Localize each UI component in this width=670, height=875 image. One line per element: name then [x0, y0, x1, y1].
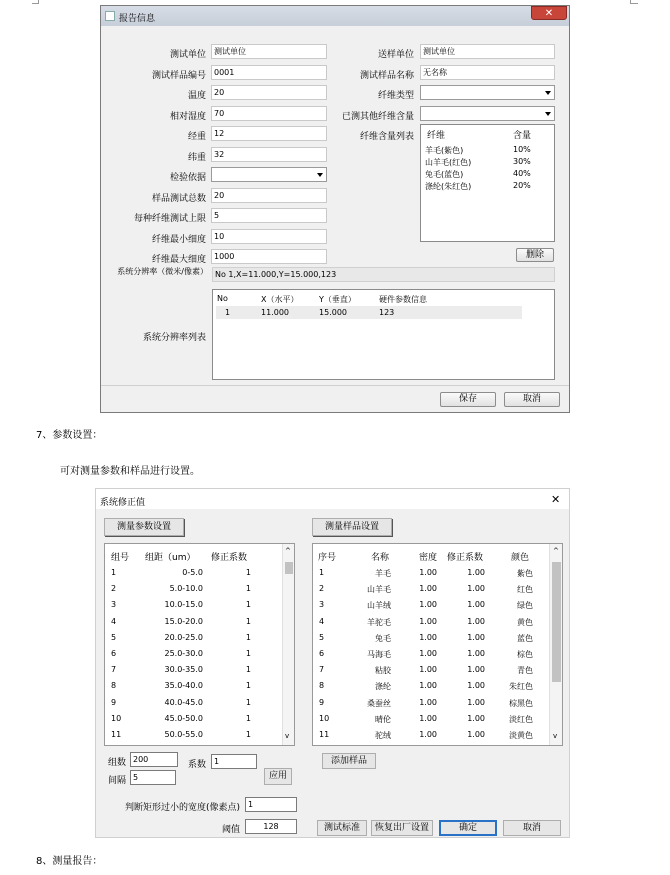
sample-row-color: 绿色: [517, 601, 533, 611]
report-field-input[interactable]: 10: [211, 229, 327, 244]
coef-row-factor: 1: [245, 568, 251, 577]
coef-table-header: 组号: [111, 553, 130, 563]
coef-row-range: 40.0-45.0: [164, 697, 203, 707]
fiber-row-content: 30%: [513, 157, 531, 166]
save-button[interactable]: 保存: [440, 392, 496, 407]
coef-row-range: 50.0-55.0: [164, 730, 203, 739]
fiber-row-name: 羊毛(紫色): [425, 146, 464, 155]
resolution-cell: 123: [379, 308, 395, 317]
coef-table-header: 修正系数: [211, 553, 248, 563]
sample-row-color: 红色: [517, 585, 533, 595]
test-standard-button[interactable]: 测试标准: [317, 820, 367, 836]
resolution-table[interactable]: [212, 289, 555, 380]
coef-row-range: 35.0-40.0: [164, 681, 203, 691]
sample-row-name: 羊毛: [375, 569, 391, 578]
coef-table-header: 组距（um）: [145, 553, 196, 563]
report-field-input[interactable]: 5: [211, 208, 327, 223]
group-count-field[interactable]: 200: [130, 752, 178, 767]
sample-row-density: 1.00: [419, 665, 437, 675]
resolution-cell: 11.000: [261, 308, 289, 317]
chevron-down-icon: [545, 91, 551, 95]
sample-row-density: 1.00: [419, 681, 437, 691]
sample-row-factor: 1.00: [467, 730, 485, 739]
sample-row-factor: 1.00: [467, 584, 485, 594]
sample-row-density: 1.00: [419, 730, 437, 739]
scroll-down-icon[interactable]: v: [285, 732, 290, 740]
dialog-title: 系统修正值: [100, 498, 146, 508]
resolution-label: 系统分辨率（微米/像素）: [117, 267, 208, 276]
fiber-header-content: 含量: [513, 131, 532, 141]
ok-button[interactable]: 确定: [439, 820, 497, 836]
section-7-description: 可对测量参数和样品进行设置。: [60, 466, 200, 477]
delete-button[interactable]: 删除: [516, 248, 554, 262]
right-scroll-thumb[interactable]: [552, 562, 561, 682]
correction-coef-table[interactable]: [104, 543, 295, 746]
sample-row-name: 山羊绒: [367, 601, 391, 611]
sample-row-index: 1: [319, 568, 325, 577]
report-field-label: 测试单位: [169, 50, 206, 60]
report-field-label: 温度: [187, 91, 206, 101]
sample-row-index: 10: [319, 713, 330, 723]
sample-table[interactable]: [312, 543, 563, 746]
coef-row-group: 1: [111, 568, 117, 577]
report-bottom-divider: [101, 385, 569, 386]
page-top-corner-mark-left: [32, 0, 39, 4]
coef-row-factor: 1: [245, 665, 251, 675]
coef-row-group: 7: [111, 665, 117, 675]
coef-row-range: 10.0-15.0: [164, 600, 203, 610]
report-field-label: 纤维类型: [377, 91, 414, 101]
resolution-header: No: [217, 294, 228, 303]
threshold-label: 阈值: [221, 825, 240, 835]
sample-row-color: 淡红色: [509, 714, 533, 724]
sample-row-density: 1.00: [419, 584, 437, 594]
window-app-icon: [105, 11, 115, 21]
report-field-input[interactable]: 20: [211, 188, 327, 203]
dialog-close-icon[interactable]: ✕: [551, 493, 561, 506]
sample-row-factor: 1.00: [467, 568, 485, 577]
coef-row-group: 3: [111, 600, 117, 610]
sample-row-index: 9: [319, 697, 325, 707]
report-field-label: 纤维最大细度: [151, 255, 206, 265]
resolution-header: 硬件参数信息: [379, 295, 427, 304]
sample-row-density: 1.00: [419, 600, 437, 610]
sample-row-color: 紫色: [517, 569, 533, 578]
sample-row-density: 1.00: [419, 632, 437, 642]
fiber-row-content: 20%: [513, 181, 531, 190]
coef-row-group: 10: [111, 713, 122, 723]
coef-row-group: 8: [111, 681, 117, 691]
rect-width-field[interactable]: 1: [245, 797, 297, 812]
sample-row-factor: 1.00: [467, 713, 485, 723]
report-field-input[interactable]: 测试单位: [420, 44, 555, 59]
report-field-input[interactable]: 0001: [211, 65, 327, 80]
report-field-label: 纤维最小细度: [151, 235, 206, 245]
sample-row-index: 11: [319, 730, 330, 739]
sample-row-color: 淡黄色: [509, 731, 533, 740]
coef-row-factor: 1: [245, 681, 251, 691]
sample-row-name: 涤纶: [375, 682, 391, 692]
sample-row-name: 兔毛: [375, 633, 391, 643]
sample-row-factor: 1.00: [467, 681, 485, 691]
fiber-row-content: 40%: [513, 169, 531, 178]
report-field-input[interactable]: 测试单位: [211, 44, 327, 59]
sample-table-header: 名称: [371, 553, 390, 563]
sample-row-color: 朱红色: [509, 682, 533, 692]
sample-row-name: 桑蚕丝: [367, 698, 391, 708]
coef-row-group: 5: [111, 632, 117, 642]
dialog-titlebar: [96, 489, 569, 509]
report-field-input[interactable]: 20: [211, 85, 327, 100]
sample-row-factor: 1.00: [467, 616, 485, 626]
report-field-input[interactable]: 无名称: [420, 65, 555, 80]
sample-row-index: 3: [319, 600, 325, 610]
sample-row-name: 马海毛: [367, 650, 391, 659]
standard-select[interactable]: [211, 167, 327, 182]
measure-params-tab-button[interactable]: 测量参数设置: [104, 518, 184, 536]
coefficient-label: 系数: [188, 760, 207, 770]
coef-row-factor: 1: [245, 713, 251, 723]
chevron-down-icon: [317, 173, 323, 177]
sample-row-color: 黄色: [517, 617, 533, 627]
coef-row-range: 25.0-30.0: [164, 649, 203, 658]
sample-row-density: 1.00: [419, 568, 437, 577]
report-field-label: 检验依据: [169, 173, 206, 183]
fiber-row-name: 山羊毛(红色): [425, 158, 472, 167]
resolution-value: No 1,X=11.000,Y=15.000,123: [212, 267, 555, 282]
sample-row-density: 1.00: [419, 713, 437, 723]
interval-field[interactable]: 5: [130, 770, 176, 785]
report-title: 报告信息: [119, 14, 156, 24]
sample-row-factor: 1.00: [467, 600, 485, 610]
dialog-cancel-button[interactable]: 取消: [503, 820, 561, 836]
coef-row-range: 20.0-25.0: [164, 632, 203, 642]
coef-row-factor: 1: [245, 584, 251, 594]
sample-row-factor: 1.00: [467, 665, 485, 675]
resolution-cell: 15.000: [319, 308, 347, 317]
report-field-label: 测试样品名称: [359, 71, 414, 81]
sample-table-header: 密度: [419, 553, 438, 563]
chevron-down-icon: [545, 112, 551, 116]
resolution-cell: 1: [225, 308, 231, 317]
coef-row-range: 30.0-35.0: [164, 665, 203, 675]
fiber-type-select[interactable]: [420, 85, 555, 100]
sample-row-name: 羊驼毛: [367, 617, 391, 627]
sample-row-color: 蓝色: [517, 633, 533, 643]
fiber-row-name: 兔毛(蓝色): [425, 170, 464, 179]
sample-row-factor: 1.00: [467, 632, 485, 642]
report-titlebar: [101, 6, 569, 26]
coef-row-group: 6: [111, 649, 117, 658]
resolution-list-label: 系统分辨率列表: [142, 333, 206, 343]
sample-row-density: 1.00: [419, 649, 437, 658]
interval-label: 间隔: [108, 776, 127, 786]
report-field-input[interactable]: 32: [211, 147, 327, 162]
apply-button[interactable]: 应用: [264, 768, 292, 785]
coef-row-factor: 1: [245, 632, 251, 642]
right-scrollbar[interactable]: [549, 544, 562, 745]
coefficient-field[interactable]: 1: [211, 754, 257, 769]
add-sample-button[interactable]: 添加样品: [322, 753, 376, 769]
sample-table-header: 修正系数: [447, 553, 484, 563]
resolution-header: X（水平）: [261, 295, 299, 304]
close-button[interactable]: [531, 6, 567, 20]
section-8-heading: 8、测量报告：: [36, 856, 103, 867]
coef-row-group: 9: [111, 697, 117, 707]
sample-row-name: 晴伦: [375, 714, 391, 724]
close-icon: ✕: [544, 8, 554, 19]
report-field-label: 已测其他纤维含量: [341, 112, 414, 122]
sample-row-name: 山羊毛: [367, 585, 391, 595]
sample-row-color: 青色: [517, 666, 533, 676]
group-count-label: 组数: [108, 758, 127, 768]
report-field-input[interactable]: 12: [211, 126, 327, 141]
coef-row-factor: 1: [245, 600, 251, 610]
sample-row-density: 1.00: [419, 616, 437, 626]
left-scrollbar[interactable]: [282, 544, 294, 745]
report-field-label: 经重: [187, 132, 206, 142]
sample-row-color: 棕黑色: [509, 698, 533, 708]
report-field-input[interactable]: 1000: [211, 249, 327, 264]
report-field-label: 送样单位: [377, 50, 414, 60]
report-field-label: 样品测试总数: [151, 194, 206, 204]
sample-row-index: 8: [319, 681, 325, 691]
report-field-label: 相对湿度: [169, 112, 206, 122]
left-scroll-thumb[interactable]: [285, 562, 293, 574]
restore-factory-button[interactable]: 恢复出厂设置: [371, 820, 433, 836]
coef-row-group: 4: [111, 616, 117, 626]
threshold-field[interactable]: 128: [245, 819, 297, 834]
coef-row-group: 11: [111, 730, 122, 739]
rect-width-label: 判断矩形过小的宽度(像素点): [124, 803, 240, 813]
sample-table-header: 序号: [318, 553, 337, 563]
report-field-label: 每种纤维测试上限: [133, 214, 206, 224]
scroll-up-icon[interactable]: ^: [553, 547, 559, 555]
sample-table-header: 颜色: [511, 553, 530, 563]
sample-row-name: 粘胶: [375, 666, 391, 676]
fiber-content-list[interactable]: [420, 124, 555, 242]
report-field-label: 纬重: [187, 153, 206, 163]
page-top-corner-mark-right: [630, 0, 638, 4]
coef-row-range: 0-5.0: [182, 568, 203, 577]
sample-row-factor: 1.00: [467, 697, 485, 707]
sample-row-factor: 1.00: [467, 649, 485, 658]
sample-row-index: 2: [319, 584, 325, 594]
report-field-label: 测试样品编号: [151, 71, 206, 81]
resolution-header: Y（垂直）: [319, 295, 356, 304]
sample-row-index: 5: [319, 632, 325, 642]
coef-row-factor: 1: [245, 697, 251, 707]
coef-row-range: 5.0-10.0: [169, 584, 203, 594]
sample-row-color: 棕色: [517, 650, 533, 659]
fiber-type-select[interactable]: [420, 106, 555, 121]
fiber-row-content: 10%: [513, 145, 531, 154]
fiber-header-name: 纤维: [427, 131, 446, 141]
report-field-label: 纤维含量列表: [359, 132, 414, 142]
coef-row-range: 45.0-50.0: [164, 713, 203, 723]
section-7-heading: 7、参数设置：: [36, 430, 103, 441]
report-field-input[interactable]: 70: [211, 106, 327, 121]
coef-row-factor: 1: [245, 730, 251, 739]
scroll-up-icon[interactable]: ^: [285, 547, 291, 555]
sample-row-index: 4: [319, 616, 325, 626]
fiber-row-name: 涤纶(朱红色): [425, 182, 472, 191]
sample-row-density: 1.00: [419, 697, 437, 707]
measure-samples-tab-button[interactable]: 测量样品设置: [312, 518, 392, 536]
coef-row-factor: 1: [245, 649, 251, 658]
sample-row-index: 7: [319, 665, 325, 675]
sample-row-name: 驼绒: [375, 731, 391, 740]
coef-row-factor: 1: [245, 616, 251, 626]
scroll-down-icon[interactable]: v: [553, 732, 558, 740]
cancel-button[interactable]: 取消: [504, 392, 560, 407]
sample-row-index: 6: [319, 649, 325, 658]
coef-row-group: 2: [111, 584, 117, 594]
coef-row-range: 15.0-20.0: [164, 616, 203, 626]
